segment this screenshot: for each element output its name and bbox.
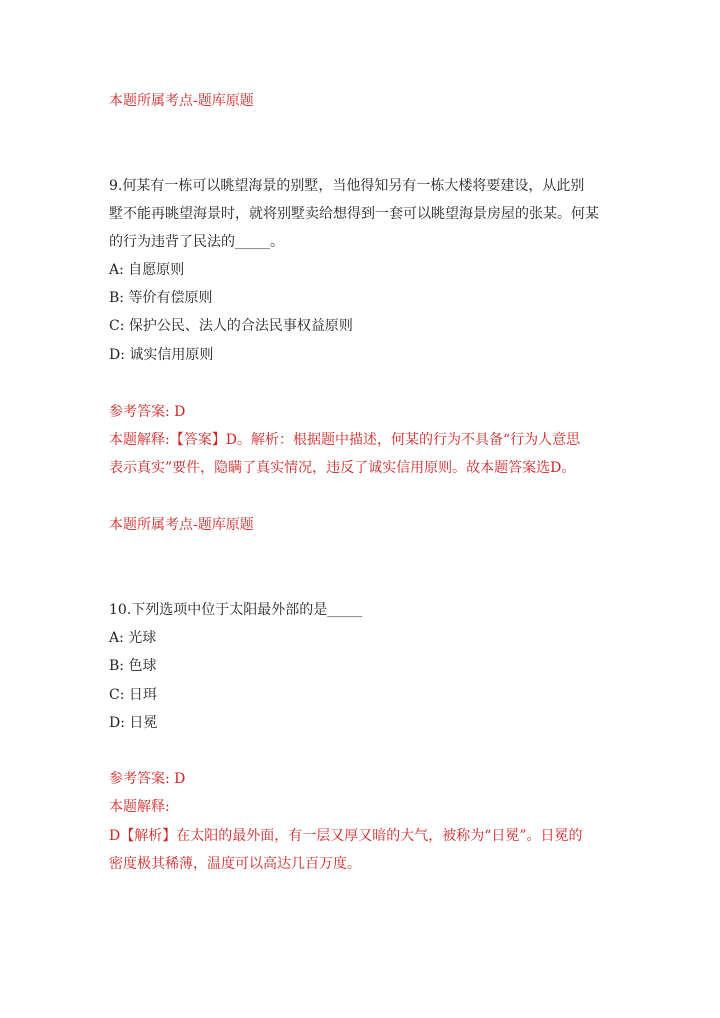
explanation-line: 表示真实”要件，隐瞒了真实情况，违反了诚实信用原则。故本题答案选D。 xyxy=(109,460,576,476)
option-b: B: 色球 xyxy=(109,658,157,674)
question-stem-line: 10.下列选项中位于太阳最外部的是_____ xyxy=(109,602,363,618)
source-label: 本题所属考点-题库原题 xyxy=(109,93,254,109)
option-a: A: 自愿原则 xyxy=(109,262,185,278)
answer-label: 参考答案: D xyxy=(109,771,186,787)
question-stem-line: 墅不能再眺望海景时，就将别墅卖给想得到一套可以眺望海景房屋的张某。何某 xyxy=(109,206,599,222)
option-c: C: 保护公民、法人的合法民事权益原则 xyxy=(109,318,353,334)
option-c: C: 日珥 xyxy=(109,687,157,703)
question-stem-line: 的行为违背了民法的_____。 xyxy=(109,234,284,250)
explanation-line: 本题解释:【答案】D。解析：根据题中描述，何某的行为不具备“行为人意思 xyxy=(109,432,581,448)
answer-label: 参考答案: D xyxy=(109,404,186,420)
question-stem-line: 9.何某有一栋可以眺望海景的别墅，当他得知另有一栋大楼将要建设，从此别 xyxy=(109,178,585,194)
option-d: D: 诚实信用原则 xyxy=(109,347,214,363)
option-a: A: 光球 xyxy=(109,630,157,646)
option-b: B: 等价有偿原则 xyxy=(109,290,213,306)
explanation-label: 本题解释: xyxy=(109,799,170,815)
explanation-line: 密度极其稀薄，温度可以高达几百万度。 xyxy=(109,856,361,872)
source-label: 本题所属考点-题库原题 xyxy=(109,517,254,533)
explanation-line: D【解析】在太阳的最外面，有一层又厚又暗的大气，被称为“日冕”。日冕的 xyxy=(109,828,583,844)
option-d: D: 日冕 xyxy=(109,715,158,731)
